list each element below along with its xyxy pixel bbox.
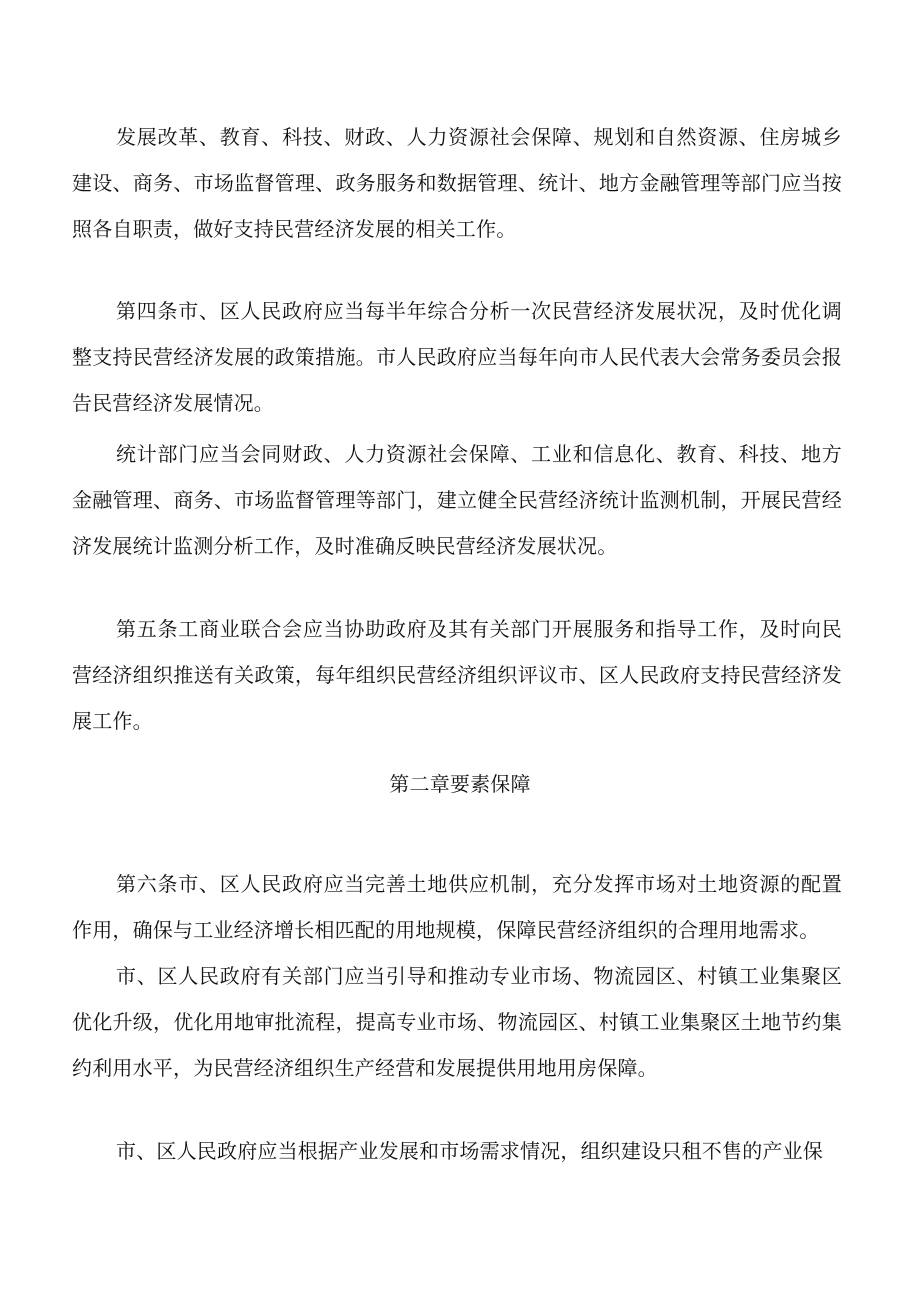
paragraph-text: 第四条市、区人民政府应当每半年综合分析一次民营经济发展状况，及时优化调整支持民营经济发展的政策措施。市人民政府应当每年向市人民代表大会常务委员会报告民营经济发展情况。 (72, 299, 842, 415)
paragraph-article-4 (72, 288, 842, 426)
paragraph-text: 发展改革、教育、科技、财政、人力资源社会保障、规划和自然资源、住房城乡建设、商务、市场监督管理、政务服务和数据管理、统计、地方金融管理等部门应当按照各自职责，做好支持民营经济发展的相关工作。 (72, 125, 842, 241)
paragraph-land-use (72, 953, 842, 1091)
paragraph-text: 市、区人民政府应当根据产业发展和市场需求情况，组织建设只租不售的产业保 (116, 1139, 823, 1163)
paragraph-article-6 (72, 861, 842, 953)
paragraph-article-5 (72, 606, 842, 744)
paragraph-industrial-housing (72, 1128, 842, 1174)
chapter-heading: 第二章要素保障 (389, 772, 531, 796)
paragraph-text: 统计部门应当会同财政、人力资源社会保障、工业和信息化、教育、科技、地方金融管理、商务、市场监督管理等部门，建立健全民营经济统计监测机制，开展民营经济发展统计监测分析工作，及时准确反映民营经济发展状况。 (72, 442, 842, 558)
paragraph-departments (72, 114, 842, 252)
paragraph-statistics (72, 431, 842, 569)
paragraph-text: 第六条市、区人民政府应当完善土地供应机制，充分发挥市场对土地资源的配置作用，确保与工业经济增长相匹配的用地规模，保障民营经济组织的合理用地需求。 (72, 872, 842, 942)
paragraph-text: 第五条工商业联合会应当协助政府及其有关部门开展服务和指导工作，及时向民营经济组织推送有关政策，每年组织民营经济组织评议市、区人民政府支持民营经济发展工作。 (72, 617, 842, 733)
paragraph-text: 市、区人民政府有关部门应当引导和推动专业市场、物流园区、村镇工业集聚区优化升级，优化用地审批流程，提高专业市场、物流园区、村镇工业集聚区土地节约集约利用水平，为民营经济组织生产经营和发展提供用地用房保障。 (72, 964, 842, 1080)
